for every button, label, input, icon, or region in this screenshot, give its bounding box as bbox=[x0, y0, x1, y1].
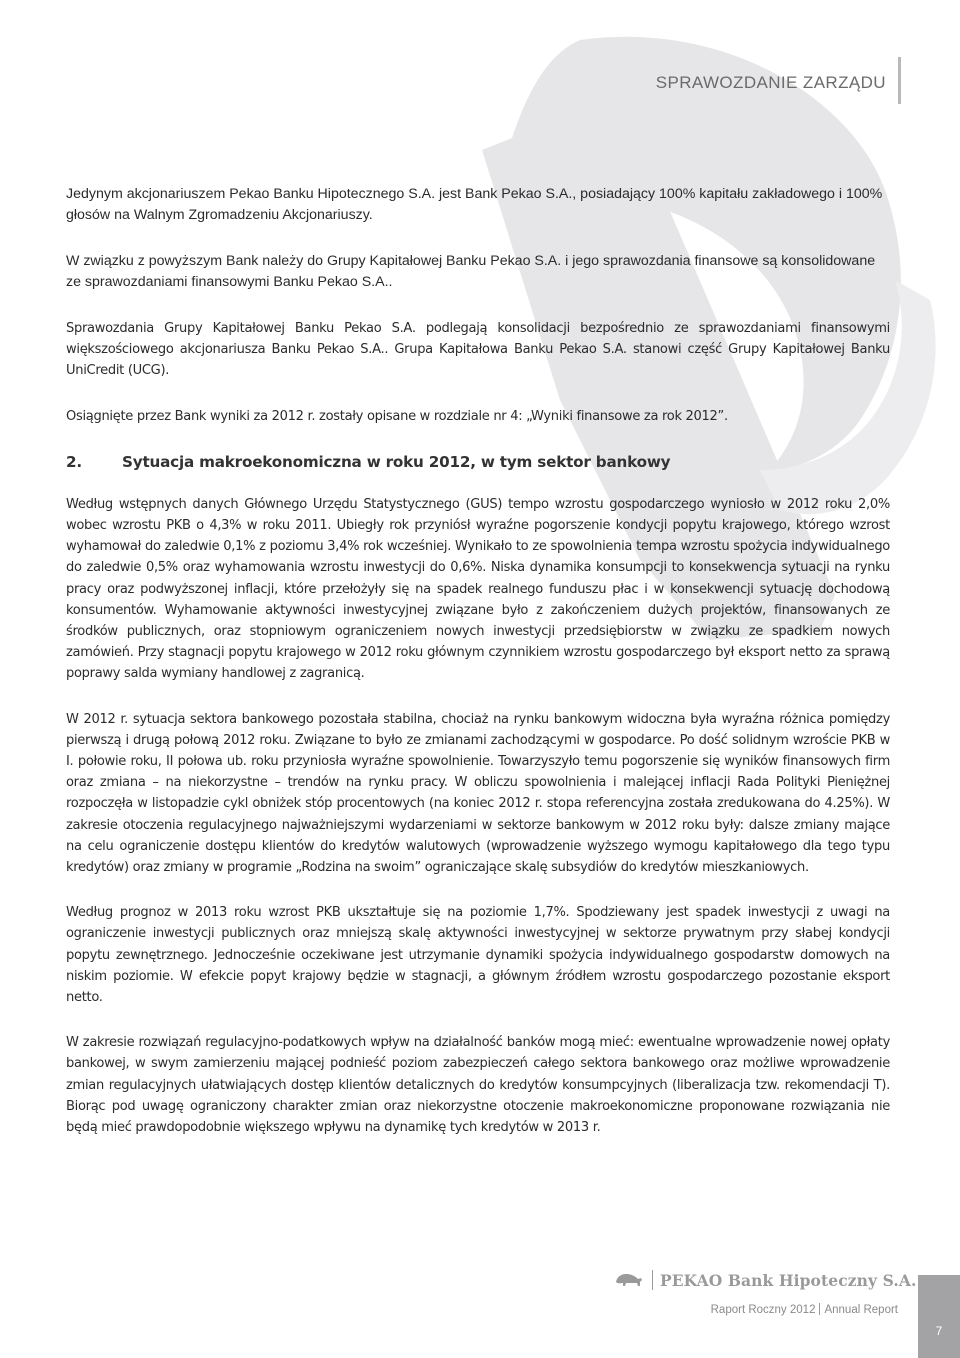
page-header-title: SPRAWOZDANIE ZARZĄDU bbox=[655, 73, 886, 92]
intro-paragraph: W związku z powyższym Bank należy do Grupy Kapitałowej Banku Pekao S.A. i jego sprawozdania finansowe są konsolidowane ze sprawozdaniami finansowymi Banku Pekao S.A.. bbox=[66, 253, 876, 290]
bank-name: PEKAO Bank Hipoteczny S.A. bbox=[660, 1270, 917, 1290]
page-number: 7 bbox=[935, 1324, 943, 1338]
body-paragraph: Sprawozdania Grupy Kapitałowej Banku Pekao S.A. podlegają konsolidacji bezpośrednio ze sprawozdaniami finansowymi większościowego akcjonariusza Banku Pekao S.A.. Grupa Kapitałowa Banku Pekao S.A. stanowi część Grupy Kapitałowej Banku UniCredit (UCG). bbox=[66, 321, 890, 379]
intro-paragraph: Jedynym akcjonariuszem Pekao Banku Hipotecznego S.A. jest Bank Pekao S.A., posiadający 100% kapitału zakładowego i 100% głosów na Walnym Zgromadzeniu Akcjonariuszy. bbox=[66, 186, 883, 223]
section-number: 2. bbox=[66, 452, 82, 471]
section-heading bbox=[66, 453, 890, 471]
body-paragraph: Według prognoz w 2013 roku wzrost PKB ukształtuje się na poziomie 1,7%. Spodziewany jest spadek inwestycji z uwagi na ograniczenie inwestycji publicznych oraz mniejszą skalę aktywności inwestycyjnej w sektorze prywatnym przy słabej kondycji popytu zewnętrznego. Jednocześnie oczekiwane jest utrzymanie dynamiki spożycia indywidualnego gospodarstw domowych na niskim poziomie. W efekcie popyt krajowy będzie w stagnacji, a głównym źródłem wzrostu gospodarczego pozostanie eksport netto. bbox=[66, 905, 890, 1006]
main-content bbox=[66, 184, 890, 1138]
report-label-pl: Raport Roczny 2012 bbox=[710, 1304, 816, 1316]
bank-logo bbox=[614, 1270, 917, 1290]
body-paragraph: Według wstępnych danych Głównego Urzędu Statystycznego (GUS) tempo wzrostu gospodarczego wyniosło w 2012 roku 2,0% wobec wzrostu PKB o 4,3% w roku 2011. Ubiegły rok przyniósł wyraźne pogorszenie kondycji popytu krajowego, którego wzrost wyhamował do zaledwie 0,1% z poziomu 3,4% rok wcześniej. Wynikało to ze spowolnienia tempa wzrostu spożycia indywidualnego do zaledwie 0,5% oraz wyhamowania wzrostu inwestycji do 0,6%. Niska dynamika konsumpcji to konsekwencja sytuacji na rynku pracy oraz podwyższonej inflacji, które przełożyły się na spadek realnego funduszu płac i w konsekwencji sytuację dochodową konsumentów. Wyhamowanie aktywności inwestycyjnej związane było z zakończeniem dużych projektów, finansowanych ze środków publicznych, oraz stopniowym ograniczeniem nowych inwestycji przedsiębiorstw w związku ze spadkiem nowych zamówień. Przy stagnacji popytu krajowego w 2012 roku głównym czynnikiem wzrostu gospodarczego był eksport netto za sprawą poprawy salda wymiany handlowej z zagranicą. bbox=[66, 496, 890, 682]
report-label-en: Annual Report bbox=[824, 1304, 898, 1316]
bison-icon bbox=[614, 1271, 644, 1289]
report-label bbox=[711, 1303, 898, 1316]
header-divider bbox=[898, 57, 901, 104]
body-paragraph: W zakresie rozwiązań regulacyjno-podatkowych wpływ na działalność banków mogą mieć: ewentualne wprowadzenie nowej opłaty bankowej, w swym zamierzeniu mającej podnieść poziom zabezpieczeń całego sektora bankowego oraz możliwe wprowadzenie zmian regulacyjnych ułatwiających dostęp klientów detalicznych do kredytów konsumpcyjnych (liberalizacja tzw. rekomendacji T). Biorąc pod uwagę ograniczony charakter zmian oraz niekorzystne otoczenie makroekonomiczne proponowane rozwiązania nie będą mieć prawdopodobnie większego wpływu na dynamikę tych kredytów w 2013 r. bbox=[66, 1035, 890, 1136]
body-paragraph: Osiągnięte przez Bank wyniki za 2012 r. zostały opisane w rozdziale nr 4: „Wyniki finansowe za rok 2012”. bbox=[66, 408, 728, 424]
section-title: Sytuacja makroekonomiczna w roku 2012, w tym sektor bankowy bbox=[122, 452, 671, 471]
page-number-tab bbox=[918, 1275, 960, 1358]
report-label-separator bbox=[819, 1303, 820, 1315]
body-paragraph: W 2012 r. sytuacja sektora bankowego pozostała stabilna, chociaż na rynku bankowym widoczna była wyraźna różnica pomiędzy pierwszą i drugą połową 2012 roku. Związane to było ze zmianami zachodzącymi w gospodarce. Po dość solidnym wzroście PKB w I. połowie roku, II połowa ub. roku przyniosła wyraźne spowolnienie. Towarzyszyło temu pogorszenie się wyników finansowych firm oraz zmiana – na niekorzystne – trendów na rynku pracy. W obliczu spowolnienia i malejącej inflacji Rada Polityki Pieniężnej rozpoczęła w listopadzie cykl obniżek stóp procentowych (na koniec 2012 r. stopa referencyjna została zredukowana do 4.25%). W zakresie otoczenia regulacyjnego najważniejszymi wydarzeniami w sektorze bankowym w 2012 roku były: dalsze zmiany mające na celu ograniczenie dostępu klientów do kredytów walutowych (wprowadzenie wyższego wymogu kapitałowego dla tego typu kredytów) oraz zmiany w programie „Rodzina na swoim” ograniczające skalę subsydiów do kredytów mieszkaniowych. bbox=[66, 711, 890, 876]
logo-divider bbox=[652, 1270, 653, 1290]
